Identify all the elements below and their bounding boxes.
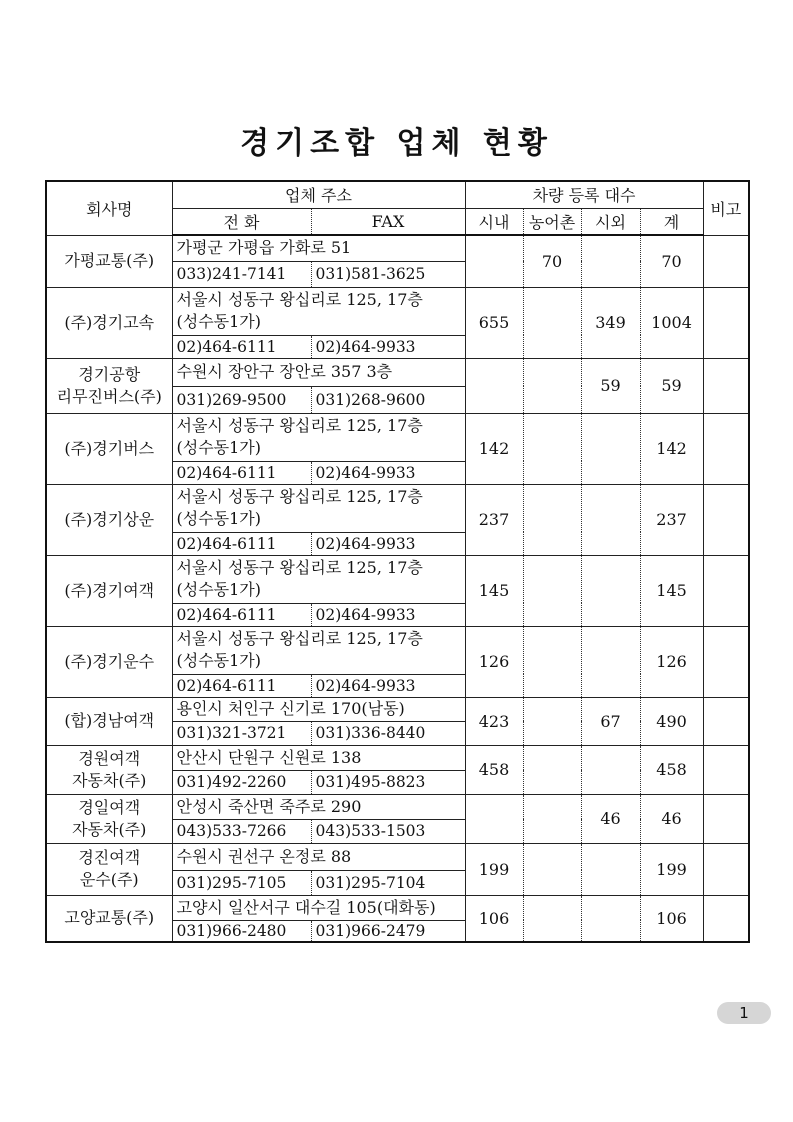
table-row xyxy=(46,895,749,920)
count-city: 237 xyxy=(465,484,523,555)
fax-number: 031)295-7104 xyxy=(311,870,465,895)
header-fax: FAX xyxy=(311,208,465,235)
company-name: (주)경기상운 xyxy=(46,484,172,555)
fax-number: 031)495-8823 xyxy=(311,770,465,794)
phone-number: 02)464-6111 xyxy=(172,335,311,358)
count-total: 70 xyxy=(640,235,703,287)
header-phone: 전 화 xyxy=(172,208,311,235)
company-name: 경기공항 리무진버스(주) xyxy=(46,358,172,413)
table-row xyxy=(46,697,749,721)
count-intercity xyxy=(581,745,640,794)
company-name: (합)경남여객 xyxy=(46,697,172,745)
remarks-cell xyxy=(703,413,749,484)
company-address: 고양시 일산서구 대수길 105(대화동) xyxy=(172,895,465,920)
company-name: 고양교통(주) xyxy=(46,895,172,942)
table-row xyxy=(46,794,749,819)
count-city: 142 xyxy=(465,413,523,484)
count-city xyxy=(465,235,523,287)
count-city: 199 xyxy=(465,843,523,895)
count-total: 1004 xyxy=(640,287,703,358)
phone-number: 031)321-3721 xyxy=(172,721,311,745)
company-address: 서울시 성동구 왕십리로 125, 17층 (성수동1가) xyxy=(172,413,465,461)
count-rural xyxy=(523,484,581,555)
count-rural xyxy=(523,895,581,942)
company-address: 서울시 성동구 왕십리로 125, 17층 (성수동1가) xyxy=(172,626,465,674)
phone-number: 02)464-6111 xyxy=(172,461,311,484)
count-city xyxy=(465,358,523,413)
remarks-cell xyxy=(703,794,749,843)
count-intercity: 349 xyxy=(581,287,640,358)
header-company: 회사명 xyxy=(46,181,172,235)
count-total: 237 xyxy=(640,484,703,555)
count-total: 490 xyxy=(640,697,703,745)
count-total: 145 xyxy=(640,555,703,626)
company-address: 수원시 권선구 온정로 88 xyxy=(172,843,465,870)
phone-number: 031)966-2480 xyxy=(172,920,311,942)
count-city: 655 xyxy=(465,287,523,358)
count-city: 126 xyxy=(465,626,523,697)
remarks-cell xyxy=(703,895,749,942)
company-name: (주)경기여객 xyxy=(46,555,172,626)
count-intercity xyxy=(581,843,640,895)
remarks-cell xyxy=(703,358,749,413)
company-name: (주)경기운수 xyxy=(46,626,172,697)
count-intercity xyxy=(581,555,640,626)
remarks-cell xyxy=(703,745,749,794)
table-row xyxy=(46,413,749,461)
fax-number: 02)464-9933 xyxy=(311,603,465,626)
count-rural xyxy=(523,626,581,697)
phone-number: 031)295-7105 xyxy=(172,870,311,895)
remarks-cell xyxy=(703,235,749,287)
remarks-cell xyxy=(703,484,749,555)
fax-number: 031)268-9600 xyxy=(311,386,465,413)
fax-number: 031)581-3625 xyxy=(311,261,465,287)
table-row xyxy=(46,745,749,770)
count-intercity xyxy=(581,626,640,697)
count-rural xyxy=(523,413,581,484)
table-row xyxy=(46,358,749,386)
company-name: (주)경기고속 xyxy=(46,287,172,358)
header-total: 계 xyxy=(640,208,703,235)
count-city: 145 xyxy=(465,555,523,626)
table-row xyxy=(46,484,749,532)
remarks-cell xyxy=(703,626,749,697)
count-rural xyxy=(523,697,581,745)
count-rural: 70 xyxy=(523,235,581,287)
page-number: 1 xyxy=(717,1002,771,1024)
count-city: 423 xyxy=(465,697,523,745)
company-address: 서울시 성동구 왕십리로 125, 17층 (성수동1가) xyxy=(172,287,465,335)
phone-number: 043)533-7266 xyxy=(172,819,311,843)
count-rural xyxy=(523,843,581,895)
count-intercity xyxy=(581,413,640,484)
fax-number: 02)464-9933 xyxy=(311,674,465,697)
phone-number: 031)492-2260 xyxy=(172,770,311,794)
count-total: 106 xyxy=(640,895,703,942)
count-city: 106 xyxy=(465,895,523,942)
phone-number: 02)464-6111 xyxy=(172,674,311,697)
table-row xyxy=(46,555,749,603)
count-intercity: 67 xyxy=(581,697,640,745)
count-city: 458 xyxy=(465,745,523,794)
count-intercity: 59 xyxy=(581,358,640,413)
count-total: 46 xyxy=(640,794,703,843)
count-total: 458 xyxy=(640,745,703,794)
count-intercity xyxy=(581,235,640,287)
fax-number: 031)966-2479 xyxy=(311,920,465,942)
company-address: 서울시 성동구 왕십리로 125, 17층 (성수동1가) xyxy=(172,555,465,603)
table-row xyxy=(46,235,749,261)
fax-number: 02)464-9933 xyxy=(311,335,465,358)
count-total: 142 xyxy=(640,413,703,484)
count-intercity xyxy=(581,895,640,942)
count-rural xyxy=(523,287,581,358)
remarks-cell xyxy=(703,843,749,895)
remarks-cell xyxy=(703,697,749,745)
count-intercity: 46 xyxy=(581,794,640,843)
company-address: 가평군 가평읍 가화로 51 xyxy=(172,235,465,261)
phone-number: 033)241-7141 xyxy=(172,261,311,287)
table-row xyxy=(46,287,749,335)
count-city xyxy=(465,794,523,843)
count-rural xyxy=(523,745,581,794)
header-city: 시내 xyxy=(465,208,523,235)
company-name: (주)경기버스 xyxy=(46,413,172,484)
count-rural xyxy=(523,794,581,843)
remarks-cell xyxy=(703,287,749,358)
company-address: 안산시 단원구 신원로 138 xyxy=(172,745,465,770)
header-address-group: 업체 주소 xyxy=(172,181,465,208)
phone-number: 02)464-6111 xyxy=(172,532,311,555)
phone-number: 02)464-6111 xyxy=(172,603,311,626)
table-row xyxy=(46,626,749,674)
header-rural: 농어촌 xyxy=(523,208,581,235)
company-address: 용인시 처인구 신기로 170(남동) xyxy=(172,697,465,721)
remarks-cell xyxy=(703,555,749,626)
company-address: 서울시 성동구 왕십리로 125, 17층 (성수동1가) xyxy=(172,484,465,532)
company-table xyxy=(45,180,750,943)
phone-number: 031)269-9500 xyxy=(172,386,311,413)
page-title: 경기조합 업체 현황 xyxy=(240,126,553,161)
count-intercity xyxy=(581,484,640,555)
header-vehicle-group: 차량 등록 대수 xyxy=(465,181,703,208)
count-total: 199 xyxy=(640,843,703,895)
count-total: 59 xyxy=(640,358,703,413)
fax-number: 02)464-9933 xyxy=(311,461,465,484)
fax-number: 02)464-9933 xyxy=(311,532,465,555)
company-address: 안성시 죽산면 죽주로 290 xyxy=(172,794,465,819)
header-intercity: 시외 xyxy=(581,208,640,235)
count-total: 126 xyxy=(640,626,703,697)
fax-number: 043)533-1503 xyxy=(311,819,465,843)
header-remarks: 비고 xyxy=(703,181,749,235)
company-name: 경진여객 운수(주) xyxy=(46,843,172,895)
company-name: 가평교통(주) xyxy=(46,235,172,287)
fax-number: 031)336-8440 xyxy=(311,721,465,745)
count-rural xyxy=(523,555,581,626)
table-row xyxy=(46,843,749,870)
count-rural xyxy=(523,358,581,413)
company-address: 수원시 장안구 장안로 357 3층 xyxy=(172,358,465,386)
company-name: 경일여객 자동차(주) xyxy=(46,794,172,843)
company-name: 경원여객 자동차(주) xyxy=(46,745,172,794)
